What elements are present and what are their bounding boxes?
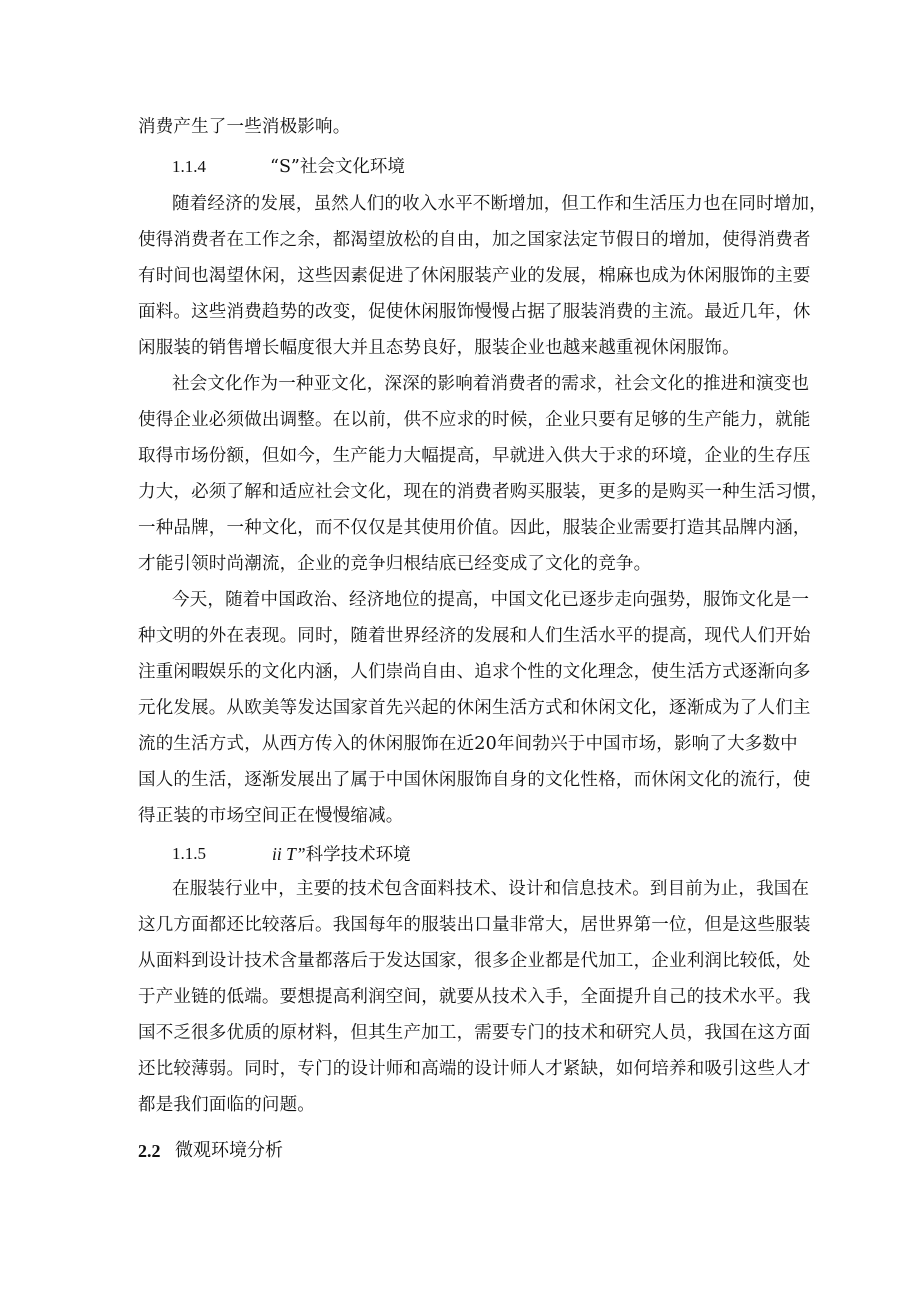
paragraph-line: 都是我们面临的问题。: [138, 1095, 315, 1115]
paragraph-line: 一种品牌，一种文化，而不仅仅是其使用价值。因此，服装企业需要打造其品牌内涵，: [138, 518, 811, 538]
section-title-micro-environment: 微观环境分析: [175, 1140, 283, 1161]
paragraph-line: 在服装行业中，主要的技术包含面料技术、设计和信息技术。到目前为止，我国在: [172, 879, 810, 899]
paragraph-line: 于产业链的低端。要想提高利润空间，就要从技术入手，全面提升自己的技术水平。我: [138, 987, 811, 1007]
paragraph-line: 得正装的市场空间正在慢慢缩减。: [138, 806, 404, 826]
section-title-science-tech: [272, 843, 411, 866]
paragraph-line: 种文明的外在表现。同时，随着世界经济的发展和人们生活水平的提高，现代人们开始: [138, 626, 811, 646]
paragraph-line: 从面料到设计技术含量都落后于发达国家，很多企业都是代加工，企业利润比较低，处: [138, 951, 811, 971]
section-title-social-culture: “S”社会文化环境: [270, 157, 405, 177]
ocr-garble-mark: ii T”: [272, 844, 306, 864]
paragraph-line: 流的生活方式，从西方传入的休闲服饰在近20年间勃兴于中国市场，影响了大多数中: [138, 734, 798, 754]
paragraph-line: 使得消费者在工作之余，都渴望放松的自由，加之国家法定节假日的增加，使得消费者: [138, 230, 811, 250]
paragraph-line: 国人的生活，逐渐发展出了属于中国休闲服饰自身的文化性格，而休闲文化的流行，使: [138, 770, 811, 790]
paragraph-line: 面料。这些消费趋势的改变，促使休闲服饰慢慢占据了服装消费的主流。最近几年，休: [138, 302, 811, 322]
section-number-2-2: 2.2: [138, 1141, 161, 1161]
paragraph-line: 这几方面都还比较落后。我国每年的服装出口量非常大，居世界第一位，但是这些服装: [138, 915, 811, 935]
paragraph-line: 取得市场份额，但如今，生产能力大幅提高，早就进入供大于求的环境，企业的生存压: [138, 446, 811, 466]
paragraph-line: 元化发展。从欧美等发达国家首先兴起的休闲生活方式和休闲文化，逐渐成为了人们主: [138, 698, 811, 718]
paragraph-line: 注重闲暇娱乐的文化内涵，人们崇尚自由、追求个性的文化理念，使生活方式逐渐向多: [138, 662, 811, 682]
paragraph-line: 使得企业必须做出调整。在以前，供不应求的时候，企业只要有足够的生产能力，就能: [138, 410, 811, 430]
paragraph-line: 才能引领时尚潮流，企业的竞争归根结底已经变成了文化的竞争。: [138, 554, 652, 574]
paragraph-line: 还比较薄弱。同时，专门的设计师和高端的设计师人才紧缺，如何培养和吸引这些人才: [138, 1059, 811, 1079]
text-line: 消费产生了一些消极影响。: [138, 117, 351, 137]
paragraph-line: 有时间也渴望休闲，这些因素促进了休闲服装产业的发展，棉麻也成为休闲服饰的主要: [138, 266, 811, 286]
paragraph-line: 闲服装的销售增长幅度很大并且态势良好，服装企业也越来越重视休闲服饰。: [138, 338, 740, 358]
paragraph-line: 社会文化作为一种亚文化，深深的影响着消费者的需求，社会文化的推进和演变也: [172, 374, 810, 394]
section-number-1-1-5: 1.1.5: [172, 844, 206, 863]
paragraph-line: 随着经济的发展，虽然人们的收入水平不断增加，但工作和生活压力也在同时增加，: [172, 194, 827, 214]
paragraph-line: 力大，必须了解和适应社会文化，现在的消费者购买服装，更多的是购买一种生活习惯，: [138, 482, 829, 502]
section-number-1-1-4: 1.1.4: [172, 157, 206, 176]
paragraph-line: 国不乏很多优质的原材料，但其生产加工，需要专门的技术和研究人员，我国在这方面: [138, 1023, 811, 1043]
paragraph-line: 今天，随着中国政治、经济地位的提高，中国文化已逐步走向强势，服饰文化是一: [172, 590, 810, 610]
section-title-text: 科学技术环境: [305, 845, 411, 865]
